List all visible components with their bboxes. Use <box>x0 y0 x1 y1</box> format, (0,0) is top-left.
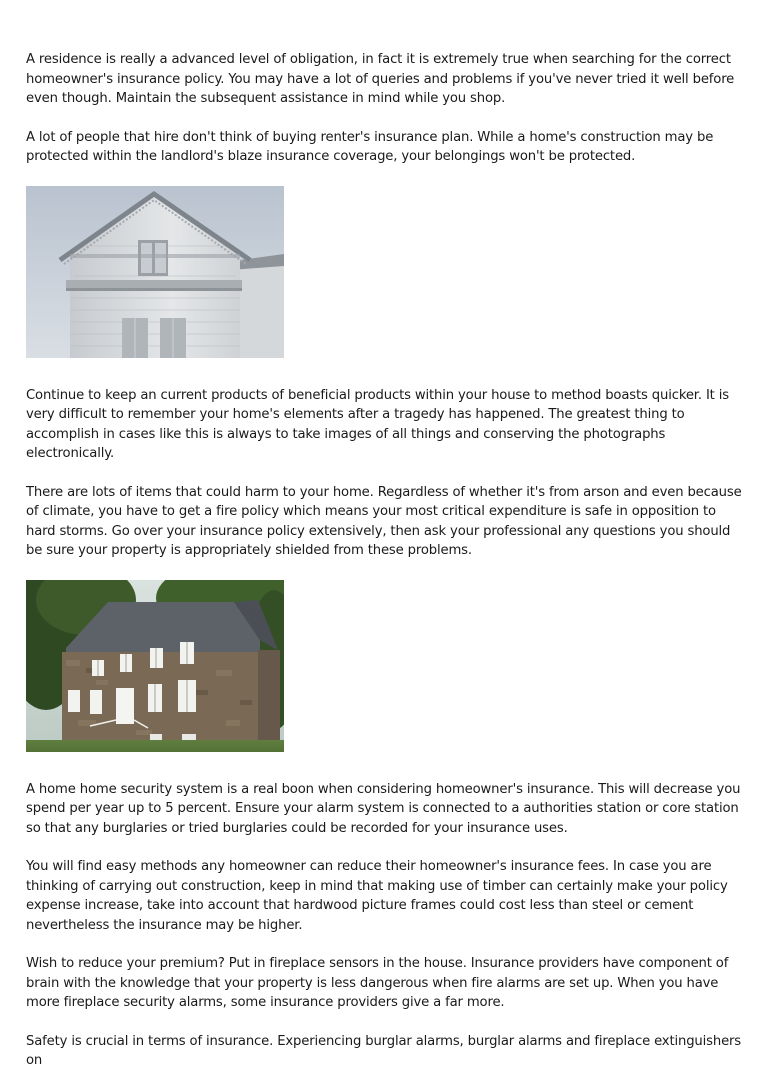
paragraph-6: You will find easy methods any homeowner can reduce their homeowner's insurance fees. In case you are thinking of carrying out construction, keep in mind that making use of timber can certainly make your policy expense increase, take into account that hardwood picture frames could cost less than steel or cement nevertheless the insurance may be higher. <box>26 859 728 933</box>
paragraph-1: A residence is really a advanced level of obligation, in fact it is extremely true when searching for the correct homeowner's insurance policy. You may have a lot of queries and problems if you've never tried it well before even though. Maintain the subsequent assistance in mind while you shop. <box>26 52 735 106</box>
paragraph-3: Continue to keep an current products of beneficial products within your house to method boasts quicker. It is very difficult to remember your home's elements after a tragedy has happened. The greatest thing to accomplish in cases like this is always to take images of all things and conserving the photographs electronically. <box>26 387 729 461</box>
paragraph-8: Safety is crucial in terms of insurance. Experiencing burglar alarms, burglar alarms and fireplace extinguishers on <box>26 1033 742 1068</box>
paragraph-7: Wish to reduce your premium? Put in fireplace sensors in the house. Insurance providers have component of brain with the knowledge that your property is less dangerous when fire alarms are set up. When you have more fireplace security alarms, some insurance providers give a far more. <box>26 956 729 1010</box>
white-wooden-house-photo <box>26 186 284 358</box>
stone-house-photo <box>26 580 284 752</box>
paragraph-2: A lot of people that hire don't think of buying renter's insurance plan. While a home's construction may be protected within the landlord's blaze insurance coverage, your belongings won't be protected. <box>26 129 714 164</box>
paragraph-4: There are lots of items that could harm to your home. Regardless of whether it's from arson and even because of climate, you have to get a fire policy which means your most critical expenditure is safe in opposition to hard storms. Go over your insurance policy extensively, then ask your professional any questions you should be sure your property is appropriately shielded from these problems. <box>26 484 742 558</box>
document-body <box>26 50 746 1090</box>
paragraph-5: A home home security system is a real boon when considering homeowner's insurance. This will decrease you spend per year up to 5 percent. Ensure your alarm system is connected to a authorities station or core station so that any burglaries or tried burglaries could be recorded for your insurance uses. <box>26 781 741 836</box>
